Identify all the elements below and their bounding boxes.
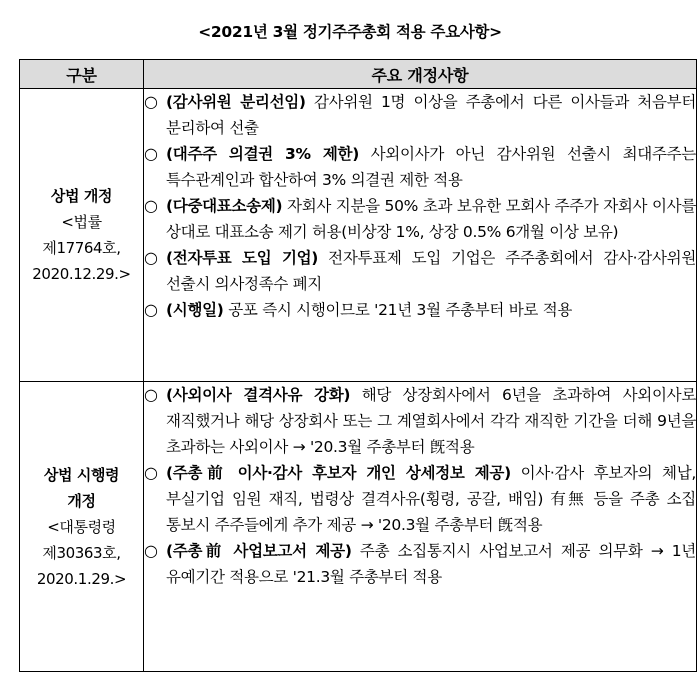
list-item	[144, 193, 696, 245]
item-desc: 전자투표제 도입 기업은 주주총회에서 감사·감사위원 선출시 의사정족수 폐지	[166, 249, 696, 293]
circle-bullet-icon: ○	[144, 300, 158, 319]
category-ref-line: 2020.12.29.>	[32, 265, 131, 283]
list-item	[144, 382, 696, 460]
item-desc: 해당 상장회사에서 6년을 초과하여 사외이사로 재직했거나 해당 상장회사 또는 그 계열회사에서 각각 재직한 기간을 더해 9년을 초과하는 사외이사 → '20.3월 주총부터 旣적용	[166, 386, 696, 456]
category-ref-line: <대통령령	[47, 517, 116, 536]
item-desc: 자회사 지분을 50% 초과 보유한 모회사 주주가 자회사 이사를 상대로 대표소송 제기 허용(비상장 1%, 상장 0.5% 6개월 이상 보유)	[166, 197, 696, 241]
item-key: (대주주 의결권 3% 제한)	[166, 145, 359, 163]
category-commercial-act	[20, 89, 144, 382]
item-key: (전자투표 도입 기업)	[166, 249, 319, 267]
list-item	[144, 141, 696, 193]
category-ref-line: 제17764호,	[42, 239, 121, 257]
list-item	[144, 538, 696, 590]
circle-bullet-icon: ○	[144, 541, 158, 560]
item-key: (다중대표소송제)	[166, 197, 283, 215]
item-key: (주총前 이사·감사 후보자 개인 상세정보 제공)	[166, 464, 511, 482]
item-key: (주총前 사업보고서 제공)	[166, 542, 352, 560]
item-desc: 사외이사가 아닌 감사위원 선출시 최대주주는 특수관계인과 합산하여 3% 의결권 제한 적용	[166, 145, 696, 189]
content-commercial-act	[144, 89, 697, 382]
circle-bullet-icon: ○	[144, 196, 158, 215]
category-enforcement-decree	[20, 382, 144, 672]
category-ref-line: 2020.1.29.>	[36, 569, 127, 588]
table-header-row	[20, 60, 697, 89]
header-category: 구분	[20, 60, 144, 89]
list-item	[144, 89, 696, 141]
item-key: (사외이사 결격사유 강화)	[166, 386, 351, 404]
circle-bullet-icon: ○	[144, 92, 158, 111]
header-content: 주요 개정사항	[144, 60, 697, 89]
item-desc: 이사·감사 후보자의 체납, 부실기업 임원 재직, 법령상 결격사유(횡령, 공갈, 배임) 有無 등을 주총 소집 통보시 주주들에게 추가 제공 → '20.3월 주총부터 旣적용	[166, 464, 696, 534]
item-desc: 주총 소집통지시 사업보고서 제공 의무화 → 1년 유예기간 적용으로 '21.3월 주총부터 적용	[166, 542, 696, 586]
list-item	[144, 245, 696, 297]
circle-bullet-icon: ○	[144, 248, 158, 267]
table-row-enforcement-decree	[20, 382, 697, 672]
list-item	[144, 297, 696, 323]
category-title-line2: 개정	[67, 491, 96, 510]
circle-bullet-icon: ○	[144, 463, 158, 482]
list-item	[144, 460, 696, 538]
item-key: (감사위원 분리선임)	[166, 93, 306, 111]
table-row-commercial-act	[20, 89, 697, 382]
item-desc: 감사위원 1명 이상을 주총에서 다른 이사들과 처음부터 분리하여 선출	[166, 93, 696, 137]
document-title: <2021년 3월 정기주주총회 적용 주요사항>	[198, 23, 502, 41]
category-ref-line: 제30363호,	[42, 543, 121, 562]
category-title: 상법 시행령	[43, 465, 120, 484]
item-desc: 공포 즉시 시행이므로 '21년 3월 주총부터 바로 적용	[223, 301, 573, 319]
category-title: 상법 개정	[50, 187, 113, 205]
item-key: (시행일)	[166, 301, 224, 319]
category-ref-line: <법률	[61, 213, 102, 231]
circle-bullet-icon: ○	[144, 385, 158, 404]
content-enforcement-decree	[144, 382, 697, 672]
amendments-table	[19, 59, 697, 672]
circle-bullet-icon: ○	[144, 144, 158, 163]
